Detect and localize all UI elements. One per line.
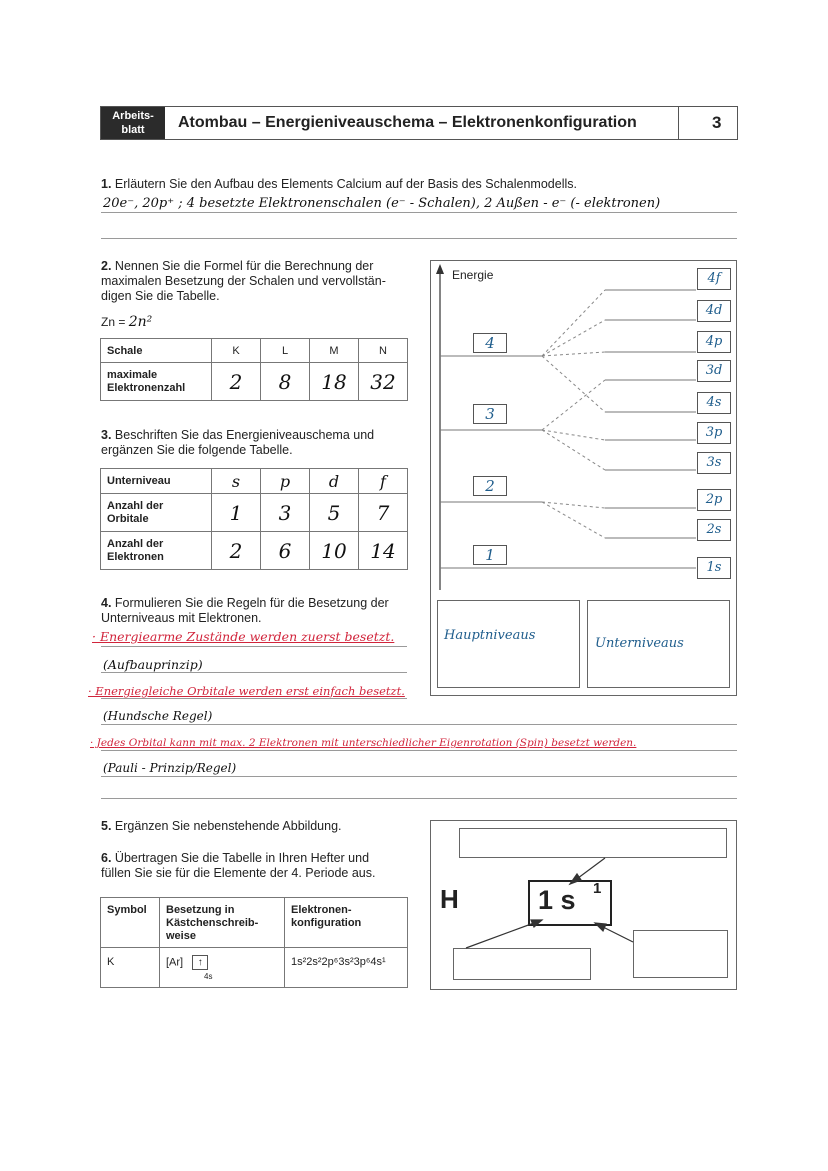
label-box-left bbox=[437, 600, 580, 688]
sub-level-4p: 4p bbox=[697, 331, 731, 353]
max-electrons-l: 8 bbox=[261, 363, 310, 401]
electrons-f: 14 bbox=[359, 532, 408, 570]
main-level-1: 1 bbox=[473, 545, 507, 565]
rule-2-name: (Hundsche Regel) bbox=[103, 709, 213, 723]
sublevel-table bbox=[100, 468, 408, 570]
orbitals-f: 7 bbox=[359, 494, 408, 532]
rule-3-name: (Pauli - Prinzip/Regel) bbox=[103, 761, 237, 775]
sub-level-3s: 3s bbox=[697, 452, 731, 474]
arrow-head-icon bbox=[595, 923, 606, 931]
question-2 bbox=[101, 259, 421, 304]
question-6 bbox=[101, 851, 421, 881]
shell-k: K bbox=[212, 339, 261, 363]
orbitals-p: 3 bbox=[261, 494, 310, 532]
question-1-number: 1. bbox=[101, 177, 112, 191]
orbital-count-label-b: Orbitale bbox=[107, 512, 149, 525]
sublevel-s: s bbox=[212, 469, 261, 494]
sublevel-p: p bbox=[261, 469, 310, 494]
answer-line bbox=[101, 646, 407, 647]
question-2-line-2: maximalen Besetzung der Schalen und vervollstän- bbox=[101, 274, 386, 288]
answer-line bbox=[101, 798, 737, 799]
col-electron-config-b: konfiguration bbox=[291, 917, 362, 929]
question-4-line-2: Unterniveaus mit Elektronen. bbox=[101, 611, 262, 625]
main-level-3: 3 bbox=[473, 404, 507, 424]
worksheet-badge bbox=[101, 107, 165, 139]
col-electron-config bbox=[285, 898, 408, 948]
sub-level-4d: 4d bbox=[697, 300, 731, 322]
label-unterniveaus: Unterniveaus bbox=[595, 636, 684, 651]
answer-line bbox=[101, 750, 737, 751]
spin-up-arrow-icon: ↑ bbox=[197, 957, 203, 968]
question-4-number: 4. bbox=[101, 596, 112, 610]
electrons-p: 6 bbox=[261, 532, 310, 570]
question-1 bbox=[101, 177, 577, 192]
label-hauptniveaus: Hauptniveaus bbox=[444, 628, 536, 643]
badge-line-2: blatt bbox=[121, 124, 145, 136]
figure-arrows bbox=[430, 820, 737, 990]
sublevel-d: d bbox=[310, 469, 359, 494]
electrons-d: 10 bbox=[310, 532, 359, 570]
orbitals-s: 1 bbox=[212, 494, 261, 532]
answer-line bbox=[101, 698, 407, 699]
shell-l: L bbox=[261, 339, 310, 363]
electron-count-label-b: Elektronen bbox=[107, 550, 164, 563]
orbital-count-label-a: Anzahl der bbox=[107, 499, 164, 512]
energy-axis-arrow-icon bbox=[436, 264, 444, 274]
sub-level-3p: 3p bbox=[697, 422, 731, 444]
question-2-line-1: Nennen Sie die Formel für die Berechnung der bbox=[114, 259, 374, 273]
question-6-line-2: füllen Sie sie für die Elemente der 4. Periode aus. bbox=[101, 866, 376, 880]
sub-level-1s: 1s bbox=[697, 557, 731, 579]
answer-line bbox=[101, 212, 737, 213]
rule-1-text: · Energiearme Zustände werden zuerst besetzt. bbox=[92, 629, 395, 644]
row-electron-config: 1s²2s²2p⁶3s²3p⁶4s¹ bbox=[285, 948, 408, 988]
question-3-line-1: Beschriften Sie das Energieniveauschema und bbox=[114, 428, 375, 442]
orbital-box-label: 4s bbox=[204, 972, 213, 981]
col-box-notation-c: weise bbox=[166, 930, 196, 942]
answer-line bbox=[101, 724, 737, 725]
formula-left: Zn = bbox=[101, 315, 126, 329]
electrons-s: 2 bbox=[212, 532, 261, 570]
col-box-notation-a: Besetzung in bbox=[166, 904, 235, 916]
page-title: Atombau – Energieniveauschema – Elektronenkonfiguration bbox=[178, 114, 637, 131]
configuration-table bbox=[100, 897, 408, 988]
shell-m: M bbox=[310, 339, 359, 363]
element-symbol: H bbox=[440, 884, 459, 914]
argon-core: [Ar] bbox=[166, 956, 184, 969]
question-5-number: 5. bbox=[101, 819, 112, 833]
shell-table-header: Schale bbox=[101, 339, 212, 363]
answer-line bbox=[101, 672, 407, 673]
max-electron-label-a: maximale bbox=[107, 368, 158, 381]
col-box-notation bbox=[160, 898, 285, 948]
answer-line bbox=[101, 776, 737, 777]
question-2-line-3: digen Sie die Tabelle. bbox=[101, 289, 220, 303]
max-electron-label bbox=[101, 363, 212, 401]
max-electrons-k: 2 bbox=[212, 363, 261, 401]
max-electron-label-b: Elektronenzahl bbox=[107, 381, 186, 394]
sublevel-f: f bbox=[359, 469, 408, 494]
formula bbox=[101, 314, 152, 330]
arrow-head-icon bbox=[570, 874, 581, 884]
question-2-number: 2. bbox=[101, 259, 112, 273]
question-4 bbox=[101, 596, 421, 626]
sub-level-4s: 4s bbox=[697, 392, 731, 414]
rule-1-name: (Aufbauprinzip) bbox=[103, 657, 203, 672]
question-1-text: Erläutern Sie den Aufbau des Elements Calcium auf der Basis des Schalenmodells. bbox=[114, 177, 577, 191]
row-box-notation bbox=[160, 948, 285, 988]
badge-line-1: Arbeits- bbox=[112, 110, 154, 122]
orbital-box bbox=[192, 955, 208, 970]
shell-table bbox=[100, 338, 408, 401]
orbitals-d: 5 bbox=[310, 494, 359, 532]
question-3 bbox=[101, 428, 421, 458]
col-symbol: Symbol bbox=[101, 898, 160, 948]
sub-level-3d: 3d bbox=[697, 360, 731, 382]
question-3-line-2: ergänzen Sie die folgende Tabelle. bbox=[101, 443, 293, 457]
sub-level-4f: 4f bbox=[697, 268, 731, 290]
max-electrons-m: 18 bbox=[310, 363, 359, 401]
electron-count-label-a: Anzahl der bbox=[107, 537, 164, 550]
main-level-4: 4 bbox=[473, 333, 507, 353]
orbital-count-label bbox=[101, 494, 212, 532]
rule-2-text: · Energiegleiche Orbitale werden erst einfach besetzt. bbox=[88, 684, 405, 698]
shell-n: N bbox=[359, 339, 408, 363]
question-3-number: 3. bbox=[101, 428, 112, 442]
formula-answer: 2n² bbox=[128, 314, 153, 330]
max-electrons-n: 32 bbox=[359, 363, 408, 401]
electron-count-label bbox=[101, 532, 212, 570]
answer-1: 20e⁻, 20p⁺ ; 4 besetzte Elektronenschalen (e⁻ - Schalen), 2 Außen - e⁻ (- elektronen) bbox=[103, 196, 661, 211]
rule-3-text: · Jedes Orbital kann mit max. 2 Elektronen mit unterschiedlicher Eigenrotation (Spin) besetzt werden. bbox=[90, 737, 637, 749]
col-electron-config-a: Elektronen- bbox=[291, 904, 352, 916]
answer-line bbox=[101, 238, 737, 239]
energy-axis-label: Energie bbox=[452, 268, 494, 282]
sublevel-table-header: Unterniveau bbox=[101, 469, 212, 494]
notation-main: 1 s bbox=[538, 885, 576, 915]
col-box-notation-b: Kästchenschreib- bbox=[166, 917, 259, 929]
question-6-number: 6. bbox=[101, 851, 112, 865]
question-6-line-1: Übertragen Sie die Tabelle in Ihren Hefter und bbox=[114, 851, 370, 865]
title-divider bbox=[678, 107, 679, 139]
question-5 bbox=[101, 819, 342, 834]
main-level-2: 2 bbox=[473, 476, 507, 496]
question-5-text: Ergänzen Sie nebenstehende Abbildung. bbox=[114, 819, 342, 833]
row-symbol: K bbox=[101, 948, 160, 988]
worksheet-number: 3 bbox=[712, 113, 722, 132]
notation-superscript: 1 bbox=[593, 880, 602, 897]
sub-level-2s: 2s bbox=[697, 519, 731, 541]
arrow-head-icon bbox=[531, 920, 542, 927]
question-4-line-1: Formulieren Sie die Regeln für die Besetzung der bbox=[114, 596, 389, 610]
sub-level-2p: 2p bbox=[697, 489, 731, 511]
